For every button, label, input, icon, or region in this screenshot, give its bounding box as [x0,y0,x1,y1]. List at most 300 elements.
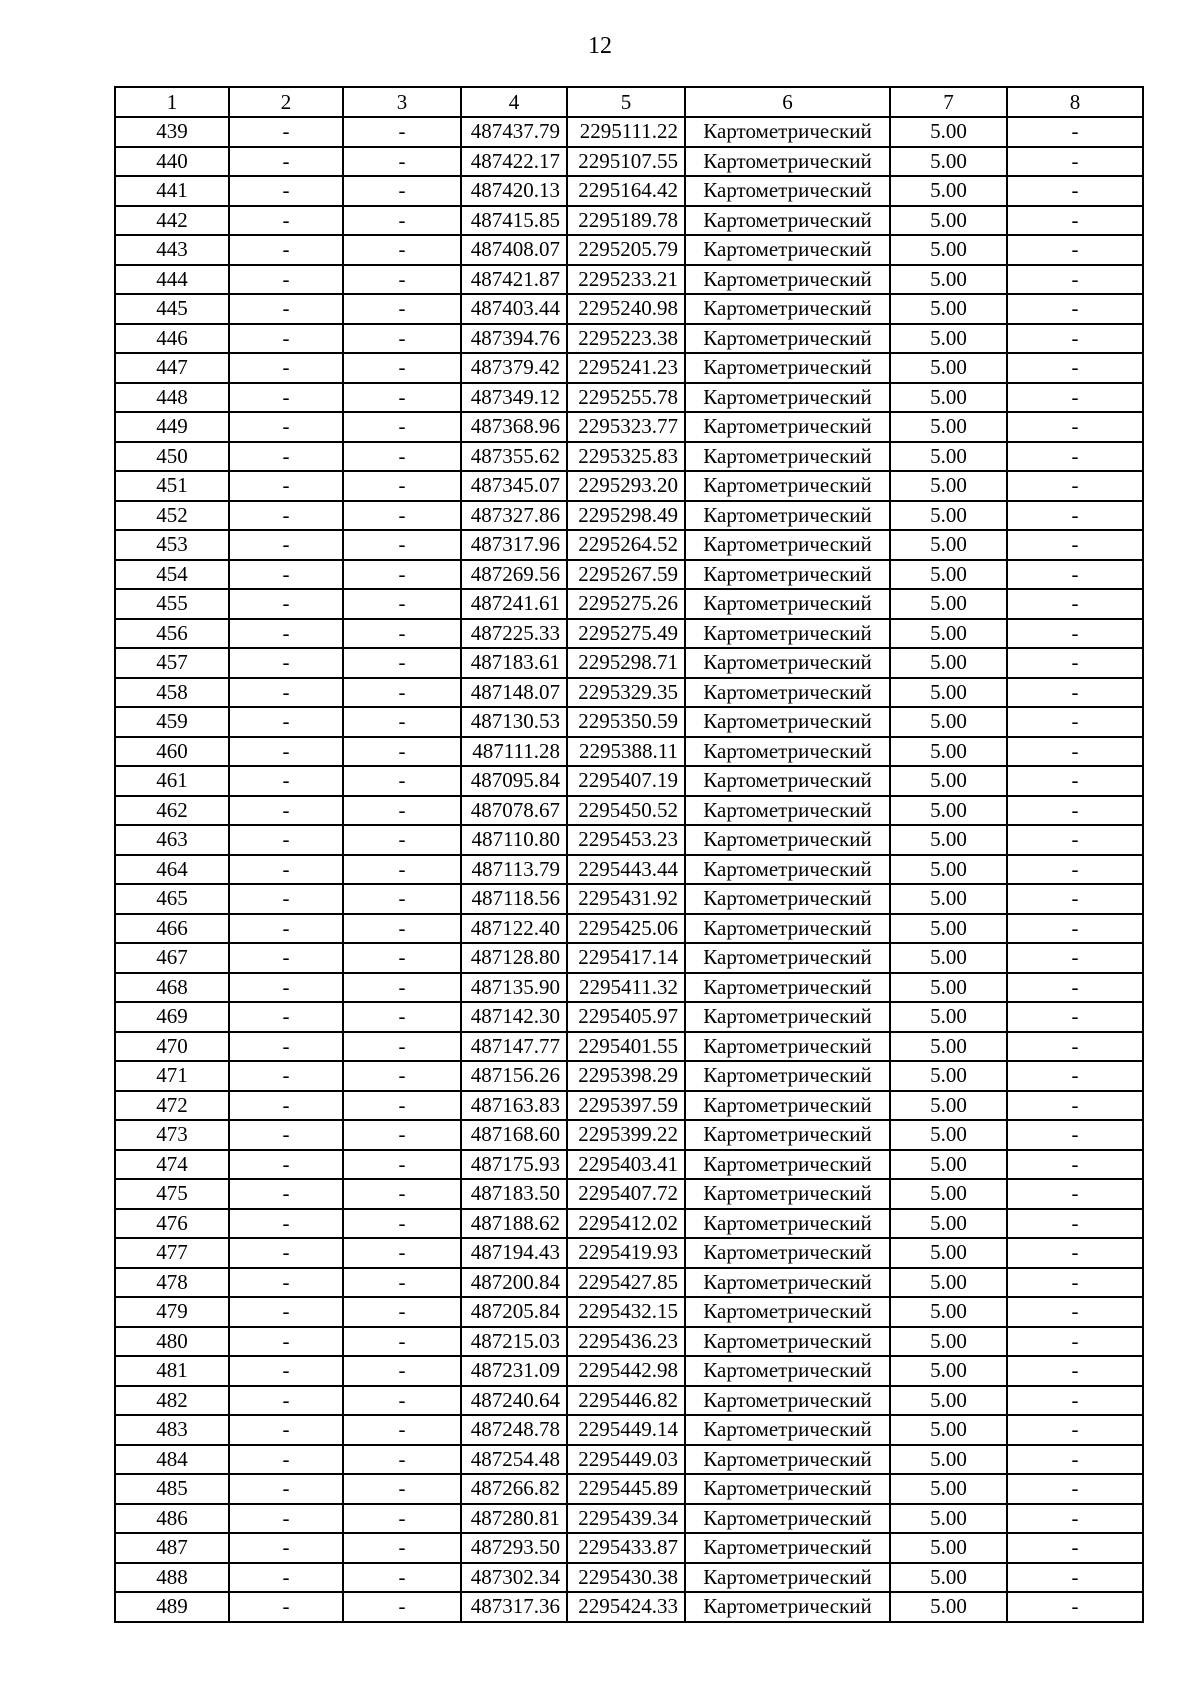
page-number: 12 [588,33,612,59]
coordinate-y: 2295411.32 [567,973,685,1003]
cell-col8: - [1007,943,1143,973]
cell-col8: - [1007,737,1143,767]
cell-col8: - [1007,1061,1143,1091]
cell-col3: - [343,737,461,767]
point-number: 451 [115,471,229,501]
coordinate-x: 487095.84 [461,766,567,796]
cell-col2: - [229,383,343,413]
coordinate-y: 2295419.93 [567,1238,685,1268]
coordinate-x: 487408.07 [461,235,567,265]
coordinate-x: 487135.90 [461,973,567,1003]
table-row [115,206,1143,236]
coordinate-y: 2295264.52 [567,530,685,560]
coordinate-y: 2295255.78 [567,383,685,413]
column-header-8: 8 [1007,87,1143,117]
table-row [115,353,1143,383]
point-number: 483 [115,1415,229,1445]
cell-col3: - [343,1533,461,1563]
table-row [115,796,1143,826]
point-number: 473 [115,1120,229,1150]
method: Картометрический [685,737,890,767]
accuracy: 5.00 [890,796,1007,826]
accuracy: 5.00 [890,1415,1007,1445]
table-row [115,1179,1143,1209]
method: Картометрический [685,1386,890,1416]
accuracy: 5.00 [890,1592,1007,1622]
table-row [115,973,1143,1003]
point-number: 485 [115,1474,229,1504]
cell-col2: - [229,766,343,796]
coordinate-x: 487293.50 [461,1533,567,1563]
point-number: 462 [115,796,229,826]
cell-col2: - [229,1179,343,1209]
cell-col2: - [229,737,343,767]
cell-col8: - [1007,825,1143,855]
accuracy: 5.00 [890,1445,1007,1475]
cell-col8: - [1007,1032,1143,1062]
table-row [115,943,1143,973]
cell-col8: - [1007,1592,1143,1622]
method: Картометрический [685,1533,890,1563]
table-row [115,1386,1143,1416]
cell-col2: - [229,206,343,236]
coordinate-x: 487147.77 [461,1032,567,1062]
point-number: 443 [115,235,229,265]
cell-col2: - [229,1592,343,1622]
point-number: 439 [115,117,229,147]
method: Картометрический [685,147,890,177]
method: Картометрический [685,265,890,295]
point-number: 472 [115,1091,229,1121]
point-number: 476 [115,1209,229,1239]
coordinate-x: 487355.62 [461,442,567,472]
cell-col3: - [343,324,461,354]
point-number: 454 [115,560,229,590]
coordinate-x: 487421.87 [461,265,567,295]
table-row [115,825,1143,855]
cell-col8: - [1007,1474,1143,1504]
table-row [115,678,1143,708]
coordinate-x: 487240.64 [461,1386,567,1416]
cell-col2: - [229,1415,343,1445]
cell-col2: - [229,1091,343,1121]
table-row [115,1061,1143,1091]
method: Картометрический [685,1297,890,1327]
method: Картометрический [685,1474,890,1504]
coordinate-x: 487205.84 [461,1297,567,1327]
accuracy: 5.00 [890,678,1007,708]
coordinate-y: 2295436.23 [567,1327,685,1357]
method: Картометрический [685,412,890,442]
coordinate-x: 487148.07 [461,678,567,708]
cell-col2: - [229,294,343,324]
cell-col8: - [1007,117,1143,147]
cell-col8: - [1007,973,1143,1003]
point-number: 457 [115,648,229,678]
coordinate-y: 2295442.98 [567,1356,685,1386]
coordinate-x: 487118.56 [461,884,567,914]
cell-col2: - [229,1032,343,1062]
point-number: 484 [115,1445,229,1475]
column-header-4: 4 [461,87,567,117]
accuracy: 5.00 [890,117,1007,147]
table-row [115,1474,1143,1504]
cell-col2: - [229,1533,343,1563]
coordinates-table [114,86,1144,1623]
table-row [115,707,1143,737]
cell-col3: - [343,707,461,737]
table-row [115,1592,1143,1622]
coordinate-y: 2295398.29 [567,1061,685,1091]
cell-col3: - [343,648,461,678]
coordinate-x: 487345.07 [461,471,567,501]
cell-col2: - [229,1445,343,1475]
coordinate-y: 2295427.85 [567,1268,685,1298]
cell-col2: - [229,1504,343,1534]
cell-col8: - [1007,560,1143,590]
cell-col3: - [343,442,461,472]
coordinate-x: 487194.43 [461,1238,567,1268]
cell-col8: - [1007,619,1143,649]
point-number: 447 [115,353,229,383]
coordinate-y: 2295275.49 [567,619,685,649]
method: Картометрический [685,884,890,914]
table-row [115,619,1143,649]
table-row [115,324,1143,354]
method: Картометрический [685,1415,890,1445]
column-header-6: 6 [685,87,890,117]
cell-col3: - [343,1150,461,1180]
column-header-3: 3 [343,87,461,117]
point-number: 445 [115,294,229,324]
coordinate-y: 2295450.52 [567,796,685,826]
method: Картометрический [685,855,890,885]
cell-col3: - [343,884,461,914]
cell-col8: - [1007,412,1143,442]
cell-col8: - [1007,1415,1143,1445]
column-header-2: 2 [229,87,343,117]
accuracy: 5.00 [890,1061,1007,1091]
coordinate-x: 487110.80 [461,825,567,855]
table-body [115,117,1143,1622]
accuracy: 5.00 [890,1150,1007,1180]
cell-col2: - [229,855,343,885]
cell-col2: - [229,678,343,708]
coordinate-x: 487327.86 [461,501,567,531]
method: Картометрический [685,1356,890,1386]
point-number: 453 [115,530,229,560]
point-number: 468 [115,973,229,1003]
method: Картометрический [685,1002,890,1032]
coordinate-x: 487269.56 [461,560,567,590]
table-row [115,1238,1143,1268]
accuracy: 5.00 [890,1297,1007,1327]
coordinate-y: 2295433.87 [567,1533,685,1563]
cell-col2: - [229,1150,343,1180]
cell-col8: - [1007,265,1143,295]
cell-col2: - [229,1238,343,1268]
point-number: 470 [115,1032,229,1062]
cell-col8: - [1007,530,1143,560]
cell-col2: - [229,1268,343,1298]
coordinate-x: 487188.62 [461,1209,567,1239]
cell-col8: - [1007,1209,1143,1239]
point-number: 466 [115,914,229,944]
coordinate-x: 487231.09 [461,1356,567,1386]
method: Картометрический [685,973,890,1003]
coordinate-y: 2295439.34 [567,1504,685,1534]
table-row [115,294,1143,324]
cell-col2: - [229,1386,343,1416]
cell-col3: - [343,1061,461,1091]
table-row [115,914,1143,944]
cell-col8: - [1007,1327,1143,1357]
cell-col3: - [343,619,461,649]
accuracy: 5.00 [890,1179,1007,1209]
cell-col3: - [343,501,461,531]
cell-col2: - [229,235,343,265]
cell-col3: - [343,117,461,147]
cell-col8: - [1007,766,1143,796]
accuracy: 5.00 [890,147,1007,177]
cell-col8: - [1007,1120,1143,1150]
coordinate-x: 487163.83 [461,1091,567,1121]
table-row [115,737,1143,767]
coordinate-x: 487280.81 [461,1504,567,1534]
cell-col8: - [1007,206,1143,236]
accuracy: 5.00 [890,589,1007,619]
method: Картометрический [685,530,890,560]
accuracy: 5.00 [890,943,1007,973]
cell-col2: - [229,884,343,914]
table-row [115,1415,1143,1445]
method: Картометрический [685,766,890,796]
accuracy: 5.00 [890,1386,1007,1416]
cell-col2: - [229,147,343,177]
cell-col8: - [1007,1533,1143,1563]
point-number: 481 [115,1356,229,1386]
table-row [115,147,1143,177]
coordinate-y: 2295424.33 [567,1592,685,1622]
coordinate-y: 2295443.44 [567,855,685,885]
method: Картометрический [685,1032,890,1062]
cell-col3: - [343,1002,461,1032]
point-number: 477 [115,1238,229,1268]
cell-col3: - [343,1592,461,1622]
table-row [115,1209,1143,1239]
cell-col2: - [229,412,343,442]
cell-col3: - [343,1268,461,1298]
cell-col8: - [1007,855,1143,885]
table-row [115,1120,1143,1150]
cell-col3: - [343,678,461,708]
cell-col3: - [343,294,461,324]
point-number: 474 [115,1150,229,1180]
cell-col8: - [1007,353,1143,383]
coordinate-x: 487175.93 [461,1150,567,1180]
method: Картометрический [685,1120,890,1150]
cell-col2: - [229,1327,343,1357]
point-number: 456 [115,619,229,649]
coordinate-x: 487225.33 [461,619,567,649]
table-row [115,1002,1143,1032]
cell-col8: - [1007,884,1143,914]
cell-col2: - [229,1120,343,1150]
table-row [115,530,1143,560]
cell-col8: - [1007,648,1143,678]
cell-col8: - [1007,324,1143,354]
accuracy: 5.00 [890,973,1007,1003]
cell-col8: - [1007,796,1143,826]
cell-col2: - [229,1297,343,1327]
cell-col8: - [1007,1091,1143,1121]
coordinate-y: 2295293.20 [567,471,685,501]
coordinate-y: 2295298.49 [567,501,685,531]
cell-col3: - [343,1238,461,1268]
coordinate-y: 2295240.98 [567,294,685,324]
cell-col2: - [229,176,343,206]
method: Картометрический [685,589,890,619]
point-number: 452 [115,501,229,531]
cell-col2: - [229,707,343,737]
cell-col3: - [343,589,461,619]
method: Картометрический [685,1445,890,1475]
point-number: 487 [115,1533,229,1563]
accuracy: 5.00 [890,1032,1007,1062]
coordinate-y: 2295107.55 [567,147,685,177]
method: Картометрический [685,1150,890,1180]
table-row [115,589,1143,619]
cell-col3: - [343,766,461,796]
coordinate-x: 487142.30 [461,1002,567,1032]
accuracy: 5.00 [890,766,1007,796]
accuracy: 5.00 [890,619,1007,649]
table-row [115,1563,1143,1593]
method: Картометрический [685,707,890,737]
cell-col2: - [229,619,343,649]
accuracy: 5.00 [890,1268,1007,1298]
method: Картометрический [685,235,890,265]
cell-col8: - [1007,678,1143,708]
coordinate-x: 487266.82 [461,1474,567,1504]
coordinate-x: 487183.50 [461,1179,567,1209]
table-row [115,1297,1143,1327]
cell-col8: - [1007,1179,1143,1209]
cell-col8: - [1007,147,1143,177]
method: Картометрический [685,943,890,973]
coordinate-y: 2295323.77 [567,412,685,442]
cell-col3: - [343,973,461,1003]
coordinate-x: 487302.34 [461,1563,567,1593]
method: Картометрический [685,914,890,944]
point-number: 460 [115,737,229,767]
point-number: 450 [115,442,229,472]
cell-col3: - [343,1445,461,1475]
table-row [115,855,1143,885]
method: Картометрический [685,176,890,206]
cell-col2: - [229,530,343,560]
cell-col2: - [229,501,343,531]
cell-col2: - [229,914,343,944]
cell-col8: - [1007,471,1143,501]
accuracy: 5.00 [890,324,1007,354]
table-row [115,235,1143,265]
cell-col8: - [1007,1386,1143,1416]
cell-col3: - [343,1209,461,1239]
coordinate-y: 2295189.78 [567,206,685,236]
point-number: 486 [115,1504,229,1534]
method: Картометрический [685,1268,890,1298]
coordinate-y: 2295445.89 [567,1474,685,1504]
accuracy: 5.00 [890,1504,1007,1534]
cell-col2: - [229,1563,343,1593]
table-row [115,501,1143,531]
coordinate-y: 2295425.06 [567,914,685,944]
coordinate-x: 487183.61 [461,648,567,678]
point-number: 441 [115,176,229,206]
cell-col3: - [343,530,461,560]
point-number: 448 [115,383,229,413]
cell-col2: - [229,353,343,383]
point-number: 465 [115,884,229,914]
coordinate-x: 487156.26 [461,1061,567,1091]
cell-col3: - [343,353,461,383]
method: Картометрический [685,442,890,472]
cell-col3: - [343,383,461,413]
accuracy: 5.00 [890,353,1007,383]
cell-col3: - [343,825,461,855]
cell-col3: - [343,914,461,944]
column-header-7: 7 [890,87,1007,117]
cell-col8: - [1007,176,1143,206]
accuracy: 5.00 [890,707,1007,737]
cell-col3: - [343,1563,461,1593]
cell-col3: - [343,1415,461,1445]
method: Картометрический [685,1091,890,1121]
table-row [115,648,1143,678]
coordinate-x: 487254.48 [461,1445,567,1475]
table-row [115,1032,1143,1062]
cell-col3: - [343,1356,461,1386]
point-number: 489 [115,1592,229,1622]
coordinate-x: 487241.61 [461,589,567,619]
coordinate-x: 487368.96 [461,412,567,442]
cell-col2: - [229,1356,343,1386]
coordinate-y: 2295298.71 [567,648,685,678]
accuracy: 5.00 [890,914,1007,944]
table-row [115,1327,1143,1357]
coordinate-y: 2295449.14 [567,1415,685,1445]
method: Картометрический [685,1179,890,1209]
cell-col3: - [343,1091,461,1121]
method: Картометрический [685,294,890,324]
cell-col2: - [229,943,343,973]
cell-col2: - [229,1474,343,1504]
cell-col2: - [229,1061,343,1091]
point-number: 446 [115,324,229,354]
point-number: 442 [115,206,229,236]
cell-col8: - [1007,1002,1143,1032]
cell-col2: - [229,825,343,855]
coordinate-y: 2295388.11 [567,737,685,767]
coordinate-y: 2295399.22 [567,1120,685,1150]
table-row [115,1150,1143,1180]
column-header-5: 5 [567,87,685,117]
table-row [115,176,1143,206]
accuracy: 5.00 [890,530,1007,560]
point-number: 479 [115,1297,229,1327]
table-row [115,1533,1143,1563]
